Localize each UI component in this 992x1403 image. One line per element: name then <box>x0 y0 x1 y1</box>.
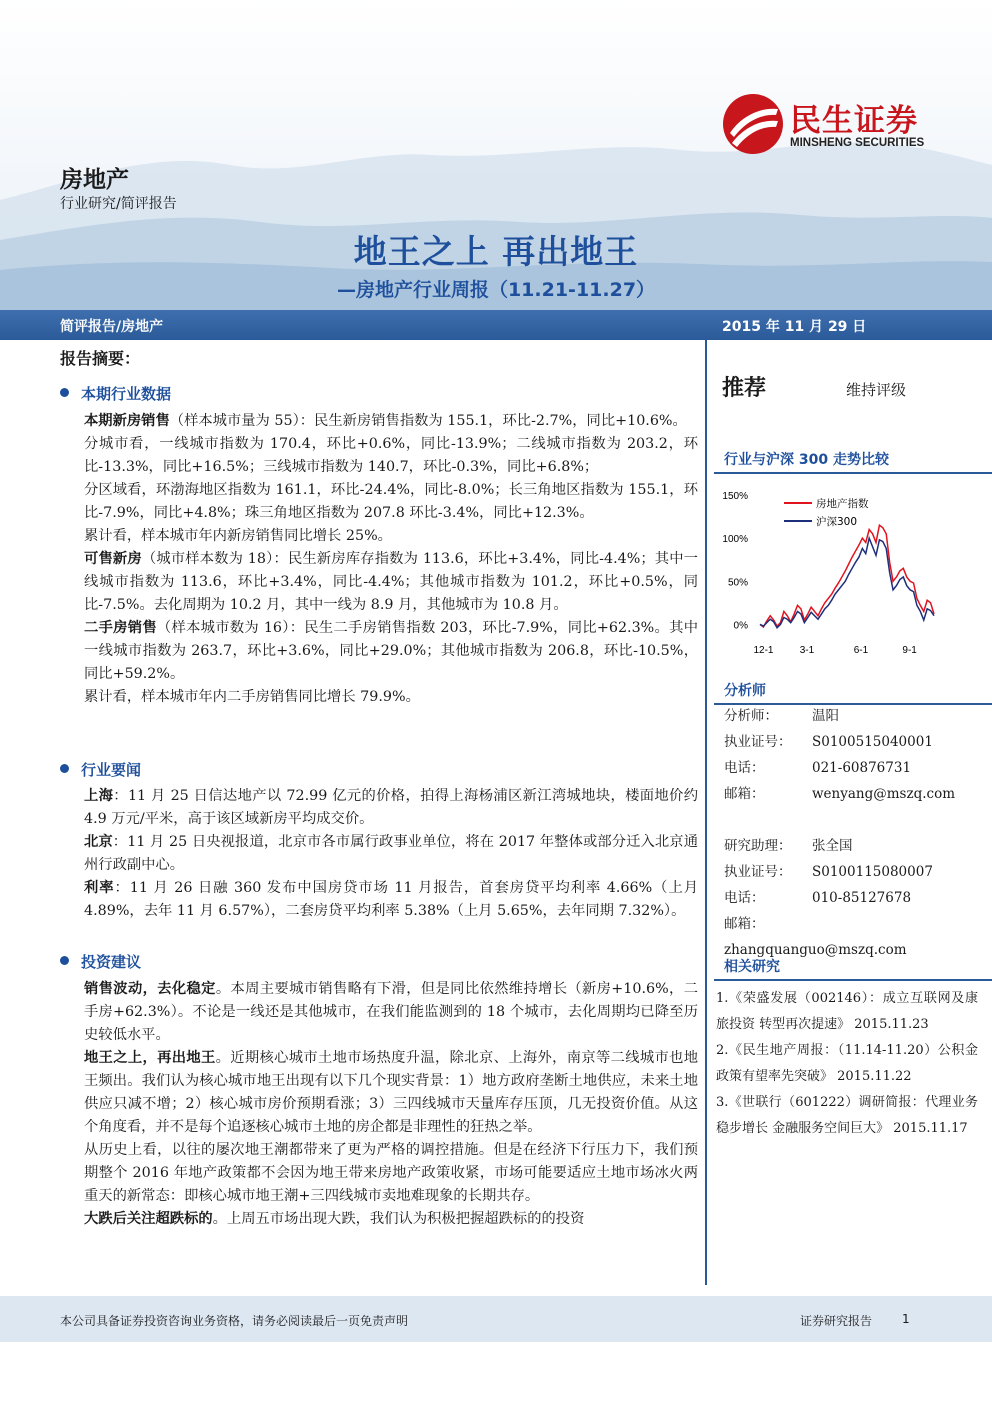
investment-advice-text <box>84 978 698 1231</box>
paragraph: 累计看，样本城市年内二手房销售同比增长 79.9%。 <box>84 689 420 705</box>
info-row: 邮箱： wenyang@mszq.com <box>724 786 956 802</box>
analyst-name: 温阳 <box>812 708 839 724</box>
report-title: 地王之上 再出地王 <box>353 232 639 271</box>
column-divider <box>705 340 707 1285</box>
bullet-icon <box>60 388 69 397</box>
info-row: 电话： 010-85127678 <box>724 890 912 906</box>
paragraph: 上海：11 月 25 日信达地产以 72.99 亿元的价格，拍得上海杨浦区新江湾城地块，楼面地价约 4.9 万元/平米，高于该区域新房平均成交价。 <box>84 788 698 827</box>
paragraph: 本期新房销售（样本城市量为 55）：民生新房销售指数为 155.1，环比-2.7%，同比+10.6%。 <box>84 413 687 429</box>
report-date: 2015 年 11 月 29 日 <box>722 319 867 335</box>
paragraph: 从历史上看，以往的屡次地王潮都带来了更为严格的调控措施。但是在经济下行压力下，我们预期整个 2016 年地产政策都不会因为地王带来房地产政策收紧，市场可能要适应土地市场冰火两重天的新常态：即核心城市地王潮+三四线城市卖地难现象的长期共存。 <box>84 1142 698 1204</box>
analyst-heading: 分析师 <box>714 680 992 700</box>
section-investment-advice: 投资建议 <box>60 951 141 972</box>
assistant-email[interactable]: zhangquanguo@mszq.com <box>724 942 907 958</box>
logo-text-cn: 民生证券 <box>790 103 918 139</box>
industry-news-text <box>84 785 698 923</box>
rating-note: 维持评级 <box>846 381 907 399</box>
paragraph: 累计看，样本城市年内新房销售同比增长 25%。 <box>84 528 392 544</box>
analyst-email[interactable]: wenyang@mszq.com <box>812 786 956 802</box>
chart-section-heading: 行业与沪深 300 走势比较 <box>714 449 992 469</box>
title-bar <box>0 310 992 340</box>
x-tick-label: 6-1 <box>853 645 869 656</box>
report-type-label: 行业研究/简评报告 <box>60 196 177 212</box>
report-category: 简评报告/房地产 <box>60 319 164 335</box>
related-item[interactable]: 3.《世联行（601222）调研简报：代理业务稳步增长 金融服务空间巨大》 2015.11.17 <box>716 1095 978 1136</box>
footer-disclaimer: 本公司具备证券投资咨询业务资格，请务必阅读最后一页免责声明 <box>60 1314 409 1328</box>
related-item[interactable]: 2.《民生地产周报：（11.14-11.20）公积金政策有望率先突破》 2015.11.22 <box>716 1043 978 1084</box>
bullet-icon <box>60 956 69 965</box>
x-tick-label: 3-1 <box>799 645 815 656</box>
abstract-title: 报告摘要： <box>60 349 141 368</box>
section-industry-news: 行业要闻 <box>60 759 141 780</box>
y-tick-label: 50% <box>727 577 748 589</box>
paragraph: 可售新房（城市样本数为 18）：民生新房库存指数为 113.6，环比+3.4%，同比-4.4%；其中一线城市指数为 113.6，环比+3.4%，同比-4.4%；其他城市指数为 101.2，环比+0.5%，同比-7.5%。去化周期为 10.2 月，其中一线为 8.9 月，其他城市为 10.8 月。 <box>84 551 699 613</box>
rating: 推荐 <box>722 376 767 401</box>
x-tick-label: 12-1 <box>753 645 774 656</box>
industry-label: 房地产 <box>60 167 129 193</box>
analyst-info <box>724 703 955 807</box>
company-logo <box>722 95 952 155</box>
y-tick-label: 0% <box>733 620 748 632</box>
paragraph: 分城市看，一线城市指数为 170.4，环比+0.6%，同比-13.9%；二线城市指数为 203.2，环比-13.3%，同比+16.5%；三线城市指数为 140.7，环比-0.3%，同比+6.8%； <box>84 436 698 475</box>
report-subtitle: —房地产行业周报（11.21-11.27） <box>336 279 656 301</box>
heading-underline <box>714 979 992 981</box>
info-row: 邮箱：zhangquanguo@mszq.com <box>724 916 907 958</box>
info-row: 执业证号： S0100515040001 <box>724 734 933 750</box>
assistant-name: 张全国 <box>812 838 853 854</box>
legend-label: 沪深300 <box>816 516 858 528</box>
paragraph: 利率：11 月 26 日融 360 发布中国房贷市场 11 月报告，首套房贷平均利率 4.66%（上月 4.89%，去年 11 月 6.57%），二套房贷平均利率 5.38%（上月 5.65%，去年同期 7.32%）。 <box>84 880 699 919</box>
info-row: 分析师： 温阳 <box>724 708 839 724</box>
x-tick-label: 9-1 <box>902 645 917 656</box>
page-number: 1 <box>902 1312 910 1326</box>
series-line-0 <box>760 525 934 627</box>
legend-label: 房地产指数 <box>816 498 869 510</box>
related-research-list <box>716 986 978 1142</box>
heading-underline <box>714 472 992 474</box>
assistant-phone: 010-85127678 <box>812 890 912 906</box>
industry-data-text <box>84 410 698 709</box>
analyst-license: S0100515040001 <box>812 734 933 750</box>
info-row: 研究助理： 张全国 <box>724 838 853 854</box>
logo-emblem-icon <box>722 93 784 155</box>
logo-text-en: MINSHENG SECURITIES <box>790 137 925 149</box>
assistant-info <box>724 833 992 963</box>
y-tick-label: 150% <box>722 491 748 502</box>
footer-report-label: 证券研究报告 <box>800 1314 873 1328</box>
section-industry-data: 本期行业数据 <box>60 383 171 404</box>
y-tick-label: 100% <box>722 534 748 546</box>
paragraph: 分区域看，环渤海地区指数为 161.1，环比-24.4%，同比-8.0%；长三角地区指数为 155.1，环比-7.9%，同比+4.8%；珠三角地区指数为 207.8 环比-3.4%，同比+12.3%。 <box>84 482 698 521</box>
chart-svg <box>714 483 944 658</box>
paragraph: 销售波动，去化稳定。本周主要城市销售略有下滑，但是同比依然维持增长（新房+10.6%，二手房+62.3%）。不论是一线还是其他城市，在我们能监测到的 18 个城市，去化周期均已降至历史较低水平。 <box>84 981 698 1043</box>
price-trend-chart <box>714 483 944 658</box>
paragraph: 二手房销售（样本城市数为 16）：民生二手房销售指数 203，环比-7.9%，同比+62.3%。其中一线城市指数为 263.7，环比+3.6%，同比+29.0%；其他城市指数为 206.8，环比-10.5%，同比+59.2%。 <box>84 620 699 682</box>
info-row: 电话： 021-60876731 <box>724 760 912 776</box>
assistant-license: S0100115080007 <box>812 864 933 880</box>
related-research-heading: 相关研究 <box>714 956 992 976</box>
info-row: 执业证号： S0100115080007 <box>724 864 933 880</box>
paragraph: 北京：11 月 25 日央视报道，北京市各市属行政事业单位，将在 2017 年整体或部分迁入北京通州行政副中心。 <box>84 834 699 873</box>
paragraph: 大跌后关注超跌标的。上周五市场出现大跌，我们认为积极把握超跌标的的投资 <box>84 1211 585 1227</box>
bullet-icon <box>60 764 69 773</box>
paragraph: 地王之上，再出地王。近期核心城市土地市场热度升温，除北京、上海外，南京等二线城市也地王频出。我们认为核心城市地王出现有以下几个现实背景：1）地方政府垄断土地供应，未来土地供应只减不增；2）核心城市房价预期看涨；3）三四线城市天量库存压顶，几无投资价值。从这个角度看，并不是每个追逐核心城市土地的房企都是非理性的狂热之举。 <box>84 1050 699 1135</box>
related-item[interactable]: 1.《荣盛发展（002146）：成立互联网及康旅投资 转型再次提速》 2015.11.23 <box>716 991 978 1032</box>
analyst-phone: 021-60876731 <box>812 760 912 776</box>
